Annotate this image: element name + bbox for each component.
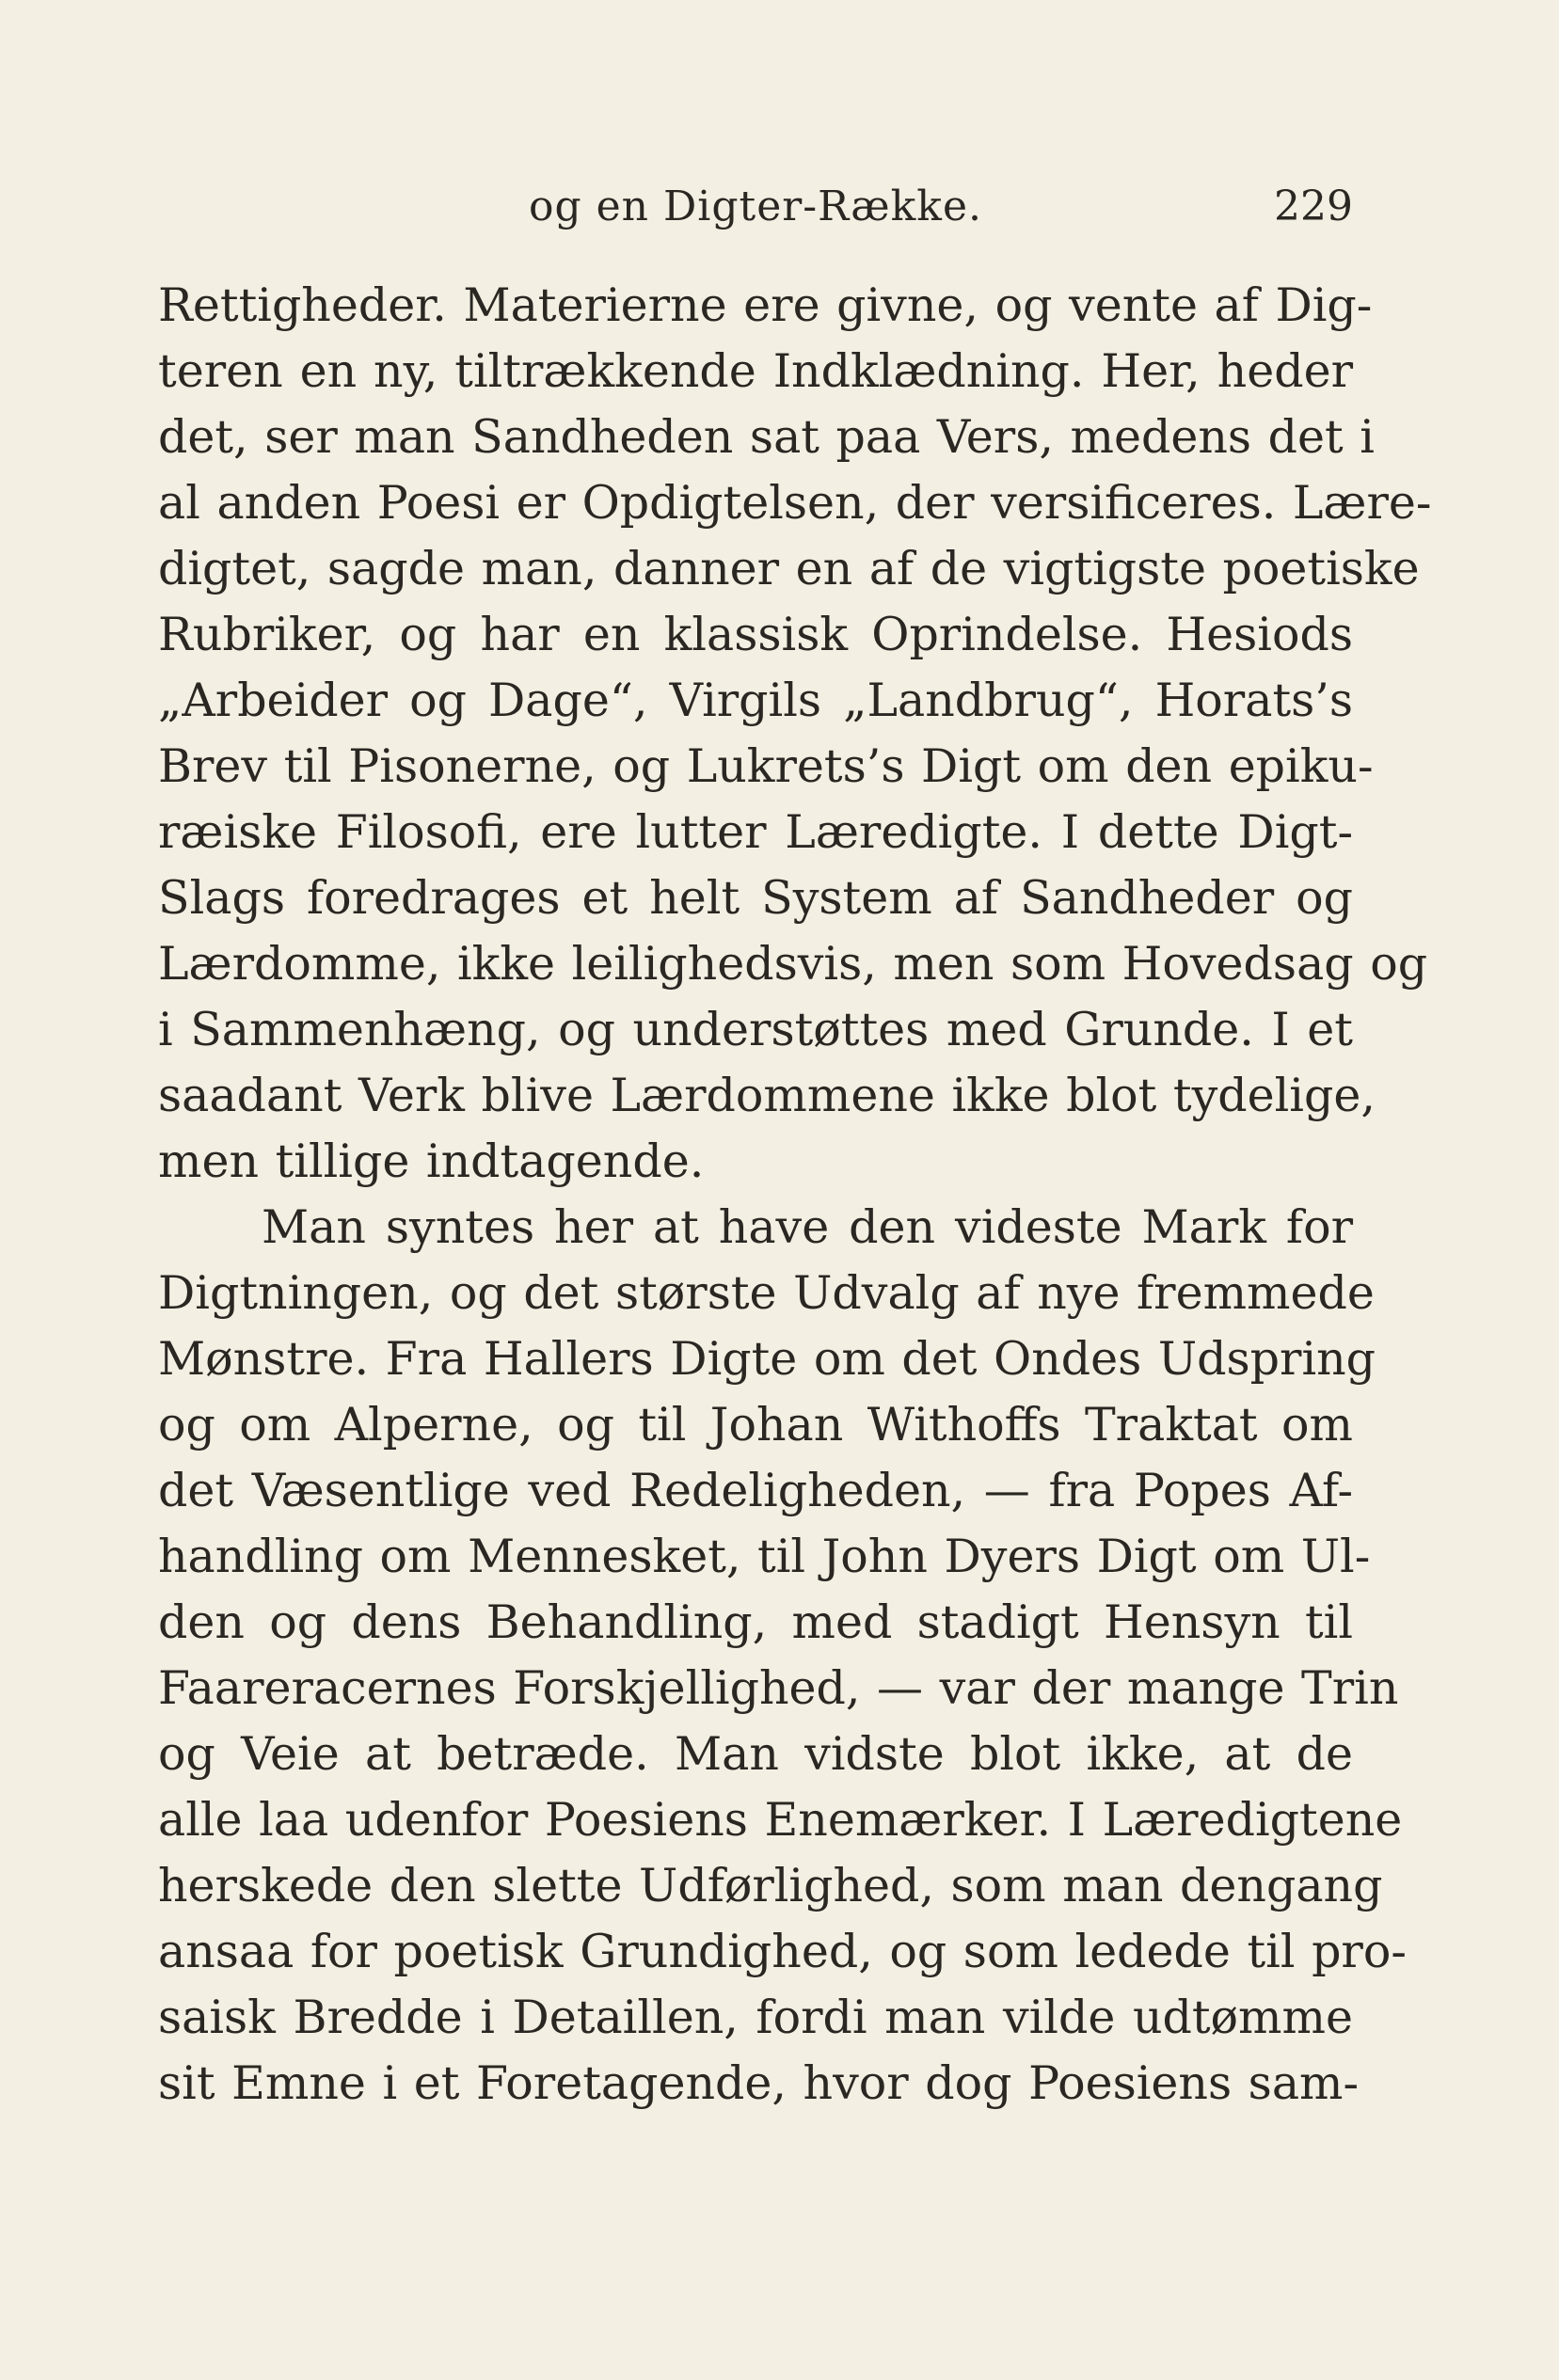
text-line: Lærdomme, ikke leilighedsvis, men som Hovedsag og	[158, 937, 1428, 991]
text-line: sit Emne i et Foretagende, hvor dog Poesiens sam-	[158, 2056, 1360, 2110]
text-line: „Arbeider og Dage“, Virgils „Landbrug“, Horats’s	[158, 674, 1353, 727]
running-title: og en Digter-Række.	[529, 182, 982, 230]
body-text	[158, 273, 1432, 2117]
text-line: Brev til Pisonerne, og Lukrets’s Digt om den epiku-	[158, 739, 1374, 793]
text-line: Digtningen, og det største Udvalg af nye fremmede	[158, 1266, 1375, 1320]
text-line: ræiske Filosofi, ere lutter Læredigte. I dette Digt-	[158, 805, 1353, 859]
text-line: alle laa udenfor Poesiens Enemærker. I Læredigtene	[158, 1793, 1403, 1847]
text-line: og om Alperne, og til Johan Withoffs Traktat om	[158, 1398, 1353, 1452]
text-line: saisk Bredde i Detaillen, fordi man vilde udtømme	[158, 1991, 1353, 2044]
text-line: saadant Verk blive Lærdommene ikke blot tydelige,	[158, 1069, 1376, 1122]
text-line: Mønstre. Fra Hallers Digte om det Ondes Udspring	[158, 1332, 1376, 1386]
running-head	[158, 179, 1353, 235]
text-line: i Sammenhæng, og understøttes med Grunde. I et	[158, 1003, 1353, 1056]
text-line: Rubriker, og har en klassisk Oprindelse. Hesiods	[158, 608, 1353, 661]
text-line: det Væsentlige ved Redeligheden, — fra Popes Af-	[158, 1464, 1353, 1517]
text-line: teren en ny, tiltrækkende Indklædning. Her, heder	[158, 344, 1353, 398]
page-number: 229	[1274, 182, 1353, 230]
text-line: og Veie at betræde. Man vidste blot ikke, at de	[158, 1727, 1353, 1781]
text-line: herskede den slette Udførlighed, som man dengang	[158, 1859, 1383, 1912]
text-line: ansaa for poetisk Grundighed, og som ledede til pro-	[158, 1925, 1407, 1978]
text-line: den og dens Behandling, med stadigt Hensyn til	[158, 1595, 1353, 1649]
text-line: handling om Mennesket, til John Dyers Digt om Ul-	[158, 1530, 1371, 1583]
text-line-paragraph-start: Man syntes her at have den videste Mark for	[262, 1200, 1353, 1254]
text-line: al anden Poesi er Opdigtelsen, der versificeres. Lære-	[158, 476, 1432, 530]
text-line: Faareracernes Forskjellighed, — var der mange Trin	[158, 1661, 1399, 1715]
text-line: digtet, sagde man, danner en af de vigtigste poetiske	[158, 542, 1420, 595]
text-line: det, ser man Sandheden sat paa Vers, medens det i	[158, 410, 1375, 464]
text-line-paragraph-end: men tillige indtagende.	[158, 1134, 705, 1188]
text-line: Rettigheder. Materierne ere givne, og vente af Dig-	[158, 278, 1373, 332]
text-line: Slags foredrages et helt System af Sandheder og	[158, 871, 1353, 925]
